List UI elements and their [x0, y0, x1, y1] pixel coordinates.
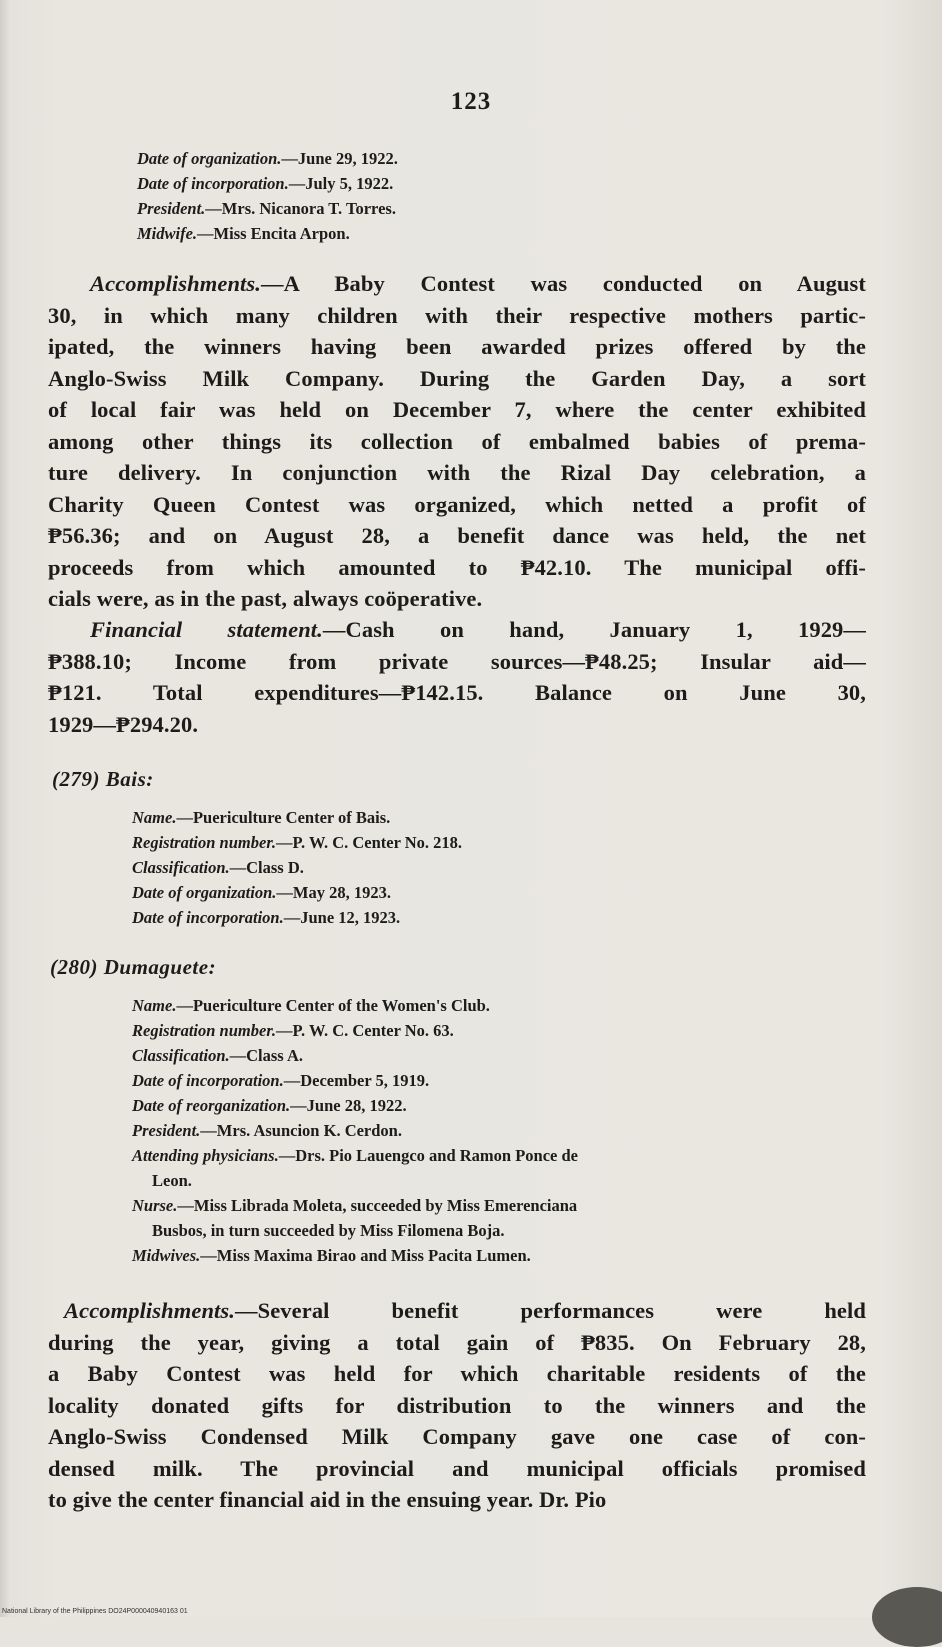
dumaguete-details [132, 993, 578, 1268]
top-details [137, 146, 398, 246]
detail-continuation: Busbos, in turn succeeded by Miss Filomena Boja. [152, 1221, 505, 1240]
paragraph-line: during the year, giving a total gain of ₱835. On February 28, [48, 1329, 866, 1355]
scan-corner-shadow [872, 1587, 942, 1647]
paragraph-line: 30, in which many children with their respective mothers partic- [48, 302, 866, 328]
detail-line: Midwife.—Miss Encita Arpon. [137, 224, 350, 243]
detail-line: Classification.—Class A. [132, 1046, 303, 1065]
paragraph-line: 1929—₱294.20. [48, 711, 199, 737]
detail-line: Date of incorporation.—June 12, 1923. [132, 908, 401, 927]
detail-line: Name.—Puericulture Center of the Women's Club. [132, 996, 490, 1015]
paragraph-line: to give the center financial aid in the ensuing year. Dr. Pio [48, 1487, 607, 1512]
paragraph-line: densed milk. The provincial and municipal officials promised [48, 1455, 866, 1481]
detail-line: Attending physicians.—Drs. Pio Lauengco and Ramon Ponce de [132, 1146, 578, 1165]
paragraph-line: ₱121. Total expenditures—₱142.15. Balance on June 30, [48, 680, 866, 705]
financial-statement-paragraph [48, 614, 866, 740]
paragraph-line: Anglo-Swiss Condensed Milk Company gave one case of con- [48, 1424, 866, 1449]
accomplishments-paragraph-2 [48, 1295, 866, 1516]
detail-line: Registration number.—P. W. C. Center No. 63. [132, 1021, 454, 1040]
detail-line: Nurse.—Miss Librada Moleta, succeeded by Miss Emerenciana [132, 1196, 578, 1215]
paragraph-line: ture delivery. In conjunction with the Rizal Day celebration, a [48, 460, 866, 485]
detail-line: President.—Mrs. Nicanora T. Torres. [137, 199, 396, 218]
paragraph-line: of local fair was held on December 7, where the center exhibited [48, 397, 866, 422]
detail-line: Date of incorporation.—December 5, 1919. [132, 1071, 430, 1090]
paragraph-line: Financial statement.—Cash on hand, January 1, 1929— [90, 617, 866, 642]
section-heading-bais: (279) Bais: [52, 767, 154, 791]
section-heading-dumaguete: (280) Dumaguete: [50, 955, 217, 979]
paragraph-line: ipated, the winners having been awarded prizes offered by the [48, 334, 866, 359]
page-number: 123 [450, 88, 492, 115]
paragraph-line: cials were, as in the past, always coöperative. [48, 586, 483, 611]
detail-line: Registration number.—P. W. C. Center No. 218. [132, 833, 463, 852]
paragraph-line: Charity Queen Contest was organized, which netted a profit of [48, 491, 866, 517]
detail-line: Midwives.—Miss Maxima Birao and Miss Pacita Lumen. [132, 1246, 531, 1265]
paragraph-line: ₱56.36; and on August 28, a benefit dance was held, the net [48, 523, 866, 548]
accomplishments-paragraph-1 [48, 268, 866, 615]
paragraph-line: a Baby Contest was held for which charitable residents of the [48, 1361, 866, 1386]
detail-continuation: Leon. [152, 1171, 192, 1190]
detail-line: Date of reorganization.—June 28, 1922. [132, 1096, 407, 1115]
paragraph-line: Anglo-Swiss Milk Company. During the Garden Day, a sort [48, 365, 866, 391]
detail-line: Date of incorporation.—July 5, 1922. [137, 174, 394, 193]
paragraph-line: proceeds from which amounted to ₱42.10. The municipal offi- [48, 554, 866, 580]
scan-footer: National Library of the Philippines DO24P000040940163 01 [2, 1608, 188, 1615]
detail-line: Name.—Puericulture Center of Bais. [132, 808, 391, 827]
detail-line: Date of organization.—May 28, 1923. [132, 883, 391, 902]
detail-line: Date of organization.—June 29, 1922. [137, 149, 398, 168]
paragraph-line: Accomplishments.—A Baby Contest was conducted on August [90, 271, 866, 296]
paragraph-line: Accomplishments.—Several benefit performances were held [64, 1298, 866, 1323]
bais-details [132, 805, 462, 930]
detail-line: President.—Mrs. Asuncion K. Cerdon. [132, 1121, 402, 1140]
paragraph-line: among other things its collection of embalmed babies of prema- [48, 428, 866, 454]
detail-line: Classification.—Class D. [132, 858, 304, 877]
paragraph-line: locality donated gifts for distribution to the winners and the [48, 1392, 866, 1418]
paragraph-line: ₱388.10; Income from private sources—₱48.25; Insular aid— [48, 648, 866, 674]
